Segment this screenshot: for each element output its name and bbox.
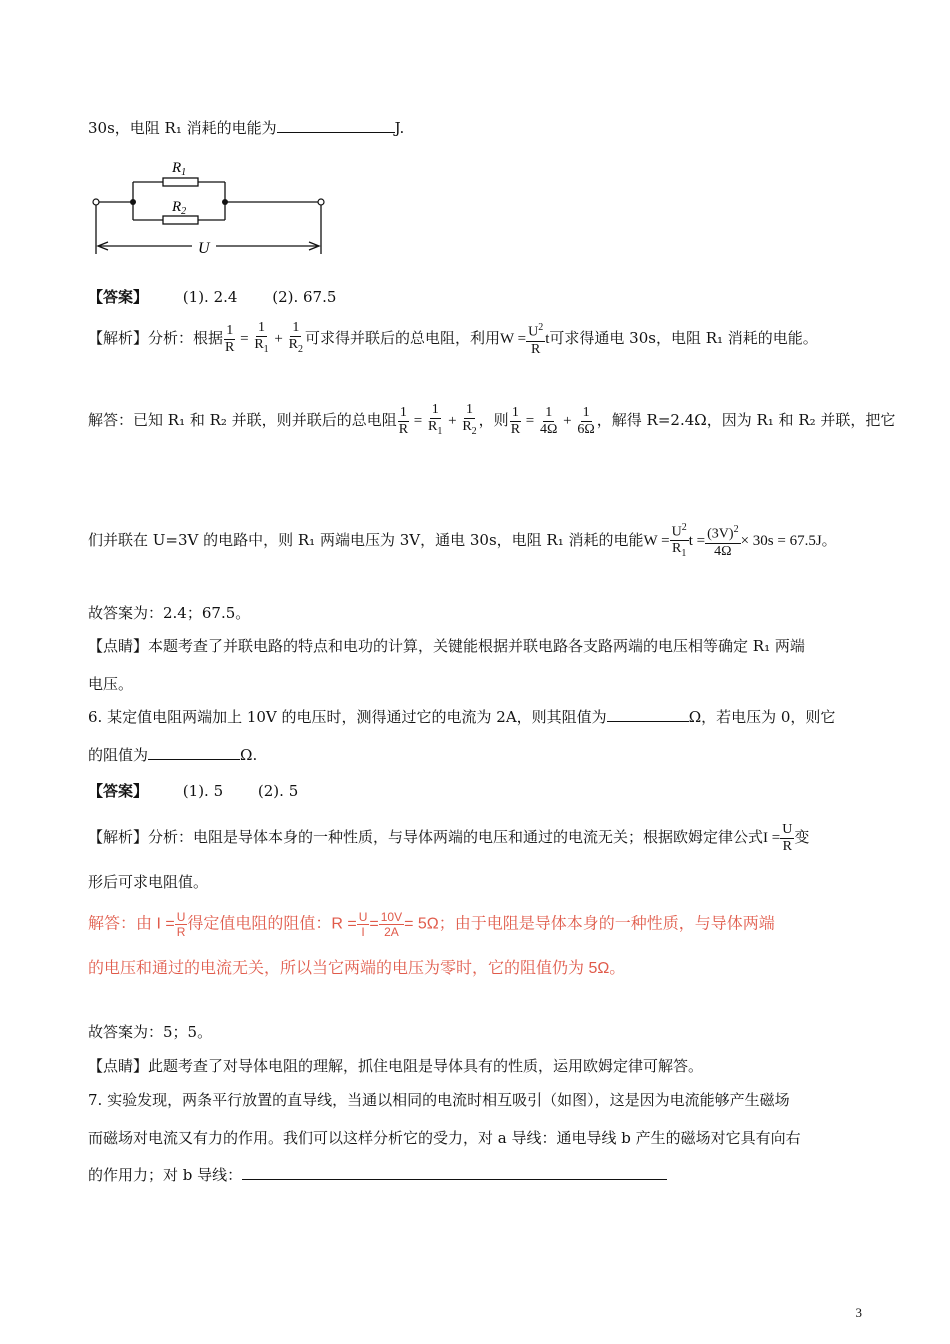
answer-6: 【答案】 (1). 5 (2). 5 <box>88 782 299 800</box>
circuit-diagram <box>88 150 333 262</box>
question-7-line2: 而磁场对电流又有力的作用。我们可以这样分析它的受力，对 a 导线：通电导线 b 产生的磁场对它具有向右 <box>88 1129 801 1147</box>
label-u: U <box>198 240 210 257</box>
answer-blank <box>607 707 689 722</box>
question-6-line1: 6. 某定值电阻两端加上 10V 的电压时，测得通过它的电流为 2A，则其阻值为 Ω，若电压为 0，则它 <box>88 708 836 726</box>
question-5-tail: 30s，电阻 R₁ 消耗的电能为 J. <box>88 119 405 137</box>
solve-5-energy: 们并联在 U=3V 的电路中，则 R₁ 两端电压为 3V，通电 30s，电阻 R₁ 消耗的电能W = $\frac{U^2}{R_1}$ t = $\frac{(3V)^2}{4\Omega}$ × 30s = 67.5J。 <box>88 521 837 560</box>
red-solution-block: 解答：由 I = $\frac{U}{R}$ 得定值电阻的阻值：R = $\frac{U}{I}$ = $\frac{10V}{2A}$ = 5Ω；由于电阻是导体本身的一种性质，与导体两端 的电压和通过的电流无关，所以当它两端的电压为零时，它的阻值仍为 5Ω。 <box>88 910 775 977</box>
question-6-line2: 的阻值为 Ω. <box>88 746 258 764</box>
junction-left <box>130 199 136 205</box>
formula-1-over-r: $\frac{1}{R}$ <box>225 322 235 355</box>
terminal-left <box>93 199 99 205</box>
point-5-line1: 【点睛】本题考查了并联电路的特点和电功的计算，关键能根据并联电路各支路两端的电压相等确定 R₁ 两端 <box>88 637 805 655</box>
page-number: 3 <box>855 1305 862 1320</box>
question-7-line1: 7. 实验发现，两条平行放置的直导线，当通以相同的电流时相互吸引（如图），这是因为电流能够产生磁场 <box>88 1091 790 1109</box>
final-answer-5: 故答案为：2.4；67.5。 <box>88 604 251 622</box>
label-r1: $R_1$ <box>172 160 187 178</box>
label-r2: $R_2$ <box>172 199 187 217</box>
analysis-6-line2: 形后可求电阻值。 <box>88 873 209 891</box>
terminal-right <box>318 199 324 205</box>
point-5-line2: 电压。 <box>88 675 134 693</box>
answer-blank <box>242 1165 667 1180</box>
answer-blank <box>277 118 395 133</box>
formula-w: $\frac{U^2}{R}$ <box>528 322 544 357</box>
question-7-line3: 的作用力；对 b 导线： <box>88 1165 667 1185</box>
resistor-r1 <box>163 178 198 186</box>
answer-blank <box>148 745 240 760</box>
resistor-r2 <box>163 216 198 224</box>
solve-5: 解答：已知 R₁ 和 R₂ 并联，则并联后的总电阻 $\frac{1}{R}$ = $\frac{1}{R_1}$ + $\frac{1}{R_2}$ ，则 $\frac{1}{R}$ = $\frac{1}{4\Omega}$ + $\frac{1}{6\Omega}$ ，解得 R=2.4Ω，因为 R₁ 和 R₂ 并联，把它 <box>88 402 896 437</box>
final-answer-6: 故答案为：5；5。 <box>88 1023 213 1041</box>
junction-right <box>222 199 228 205</box>
answer-5: 【答案】 (1). 2.4 (2). 67.5 <box>88 288 337 306</box>
point-6: 【点睛】此题考查了对导体电阻的理解，抓住电阻是导体具有的性质，运用欧姆定律可解答。 <box>88 1057 704 1075</box>
analysis-6: 【解析】分析：电阻是导体本身的一种性质，与导体两端的电压和通过的电流无关；根据欧姆定律公式I = $\frac{U}{R}$ 变 <box>88 821 810 854</box>
analysis-5: 【解析】分析：根据 $\frac{1}{R}$ = $\frac{1}{R_1}$ + $\frac{1}{R_2}$ 可求得并联后的总电阻，利用W = $\frac{U^2}{R}$ t可求得通电 30s，电阻 R₁ 消耗的电能。 <box>88 320 818 357</box>
